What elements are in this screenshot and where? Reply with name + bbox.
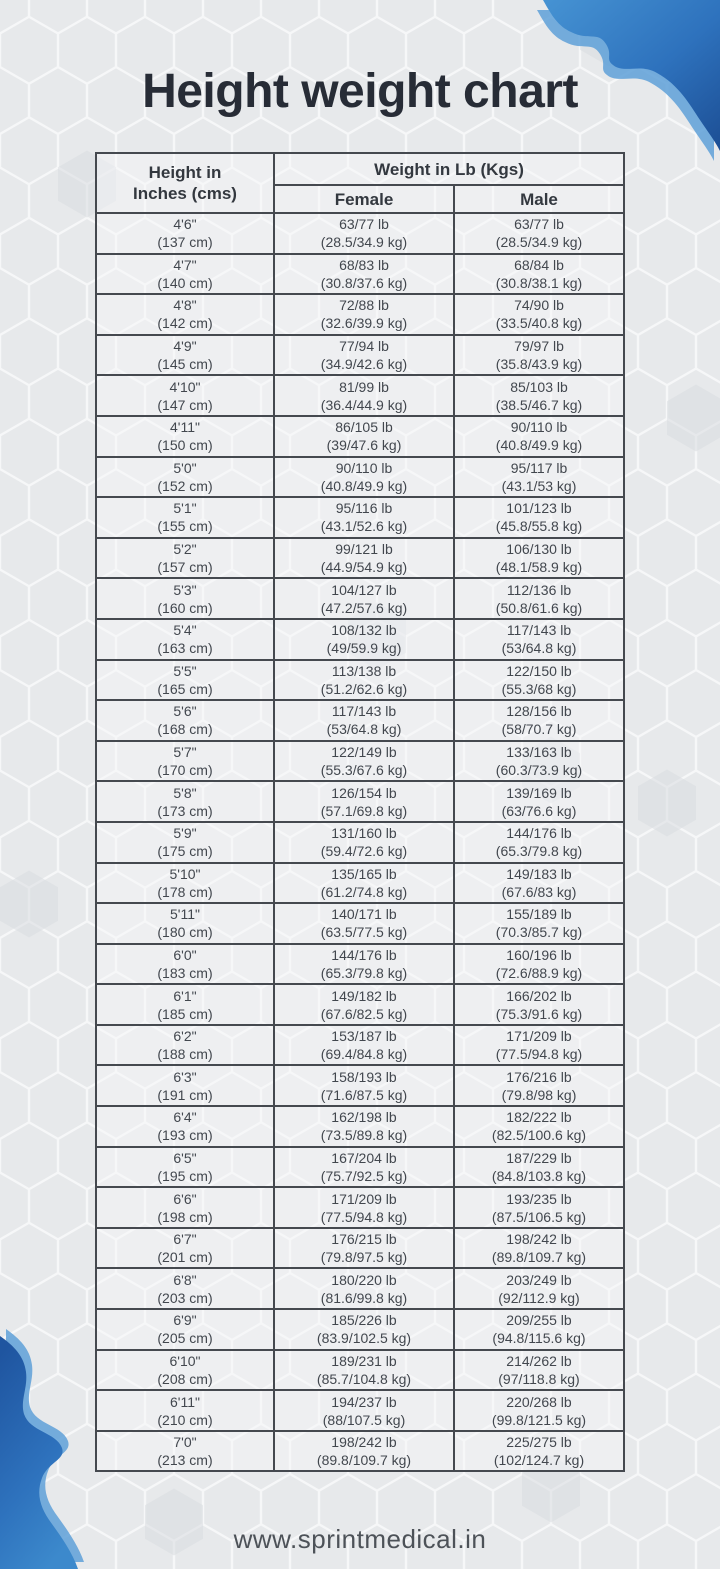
female-weight-cell: 104/127 lb (47.2/57.6 kg)	[274, 578, 454, 619]
height-cell: 5'3" (160 cm)	[96, 578, 274, 619]
height-cell: 6'9" (205 cm)	[96, 1309, 274, 1350]
height-cell: 5'10" (178 cm)	[96, 863, 274, 904]
table-row	[96, 903, 624, 944]
female-weight-cell: 194/237 lb (88/107.5 kg)	[274, 1390, 454, 1431]
male-weight-cell: 193/235 lb (87.5/106.5 kg)	[454, 1187, 624, 1228]
table-row	[96, 1390, 624, 1431]
table-header	[96, 153, 624, 213]
male-weight-cell: 101/123 lb (45.8/55.8 kg)	[454, 497, 624, 538]
table-row	[96, 497, 624, 538]
female-weight-cell: 153/187 lb (69.4/84.8 kg)	[274, 1025, 454, 1066]
male-weight-cell: 79/97 lb (35.8/43.9 kg)	[454, 335, 624, 376]
female-weight-cell: 176/215 lb (79.8/97.5 kg)	[274, 1228, 454, 1269]
height-cell: 4'10" (147 cm)	[96, 375, 274, 416]
female-weight-cell: 135/165 lb (61.2/74.8 kg)	[274, 863, 454, 904]
height-cell: 6'5" (195 cm)	[96, 1147, 274, 1188]
male-weight-cell: 122/150 lb (55.3/68 kg)	[454, 660, 624, 701]
height-cell: 5'5" (165 cm)	[96, 660, 274, 701]
male-weight-cell: 214/262 lb (97/118.8 kg)	[454, 1350, 624, 1391]
male-weight-cell: 144/176 lb (65.3/79.8 kg)	[454, 822, 624, 863]
table-row	[96, 1147, 624, 1188]
column-header-male: Male	[454, 185, 624, 213]
height-cell: 5'8" (173 cm)	[96, 781, 274, 822]
female-weight-cell: 171/209 lb (77.5/94.8 kg)	[274, 1187, 454, 1228]
table-row	[96, 822, 624, 863]
male-weight-cell: 160/196 lb (72.6/88.9 kg)	[454, 944, 624, 985]
male-weight-cell: 117/143 lb (53/64.8 kg)	[454, 619, 624, 660]
table-row	[96, 1228, 624, 1269]
height-cell: 5'4" (163 cm)	[96, 619, 274, 660]
height-cell: 6'10" (208 cm)	[96, 1350, 274, 1391]
male-weight-cell: 112/136 lb (50.8/61.6 kg)	[454, 578, 624, 619]
height-cell: 5'1" (155 cm)	[96, 497, 274, 538]
table-row	[96, 1431, 624, 1472]
male-weight-cell: 187/229 lb (84.8/103.8 kg)	[454, 1147, 624, 1188]
height-cell: 5'11" (180 cm)	[96, 903, 274, 944]
female-weight-cell: 185/226 lb (83.9/102.5 kg)	[274, 1309, 454, 1350]
table-row	[96, 375, 624, 416]
female-weight-cell: 162/198 lb (73.5/89.8 kg)	[274, 1106, 454, 1147]
female-weight-cell: 77/94 lb (34.9/42.6 kg)	[274, 335, 454, 376]
female-weight-cell: 180/220 lb (81.6/99.8 kg)	[274, 1268, 454, 1309]
female-weight-cell: 108/132 lb (49/59.9 kg)	[274, 619, 454, 660]
height-cell: 5'0" (152 cm)	[96, 457, 274, 498]
height-cell: 5'7" (170 cm)	[96, 741, 274, 782]
male-weight-cell: 139/169 lb (63/76.6 kg)	[454, 781, 624, 822]
male-weight-cell: 225/275 lb (102/124.7 kg)	[454, 1431, 624, 1472]
table-row	[96, 294, 624, 335]
table-row	[96, 619, 624, 660]
male-weight-cell: 95/117 lb (43.1/53 kg)	[454, 457, 624, 498]
female-weight-cell: 144/176 lb (65.3/79.8 kg)	[274, 944, 454, 985]
height-cell: 5'2" (157 cm)	[96, 538, 274, 579]
male-weight-cell: 90/110 lb (40.8/49.9 kg)	[454, 416, 624, 457]
website-url: www.sprintmedical.in	[233, 1524, 487, 1554]
table-row	[96, 1065, 624, 1106]
male-weight-cell: 68/84 lb (30.8/38.1 kg)	[454, 254, 624, 295]
female-weight-cell: 140/171 lb (63.5/77.5 kg)	[274, 903, 454, 944]
table-row	[96, 1309, 624, 1350]
female-weight-cell: 149/182 lb (67.6/82.5 kg)	[274, 984, 454, 1025]
column-group-header-weight: Weight in Lb (Kgs)	[274, 153, 624, 185]
male-weight-cell: 149/183 lb (67.6/83 kg)	[454, 863, 624, 904]
table-row	[96, 416, 624, 457]
female-weight-cell: 86/105 lb (39/47.6 kg)	[274, 416, 454, 457]
height-cell: 6'0" (183 cm)	[96, 944, 274, 985]
table-row	[96, 741, 624, 782]
height-cell: 4'8" (142 cm)	[96, 294, 274, 335]
page-title: Height weight chart	[142, 65, 578, 118]
male-weight-cell: 106/130 lb (48.1/58.9 kg)	[454, 538, 624, 579]
table-row	[96, 335, 624, 376]
female-weight-cell: 158/193 lb (71.6/87.5 kg)	[274, 1065, 454, 1106]
female-weight-cell: 189/231 lb (85.7/104.8 kg)	[274, 1350, 454, 1391]
female-weight-cell: 68/83 lb (30.8/37.6 kg)	[274, 254, 454, 295]
height-cell: 6'4" (193 cm)	[96, 1106, 274, 1147]
female-weight-cell: 81/99 lb (36.4/44.9 kg)	[274, 375, 454, 416]
height-cell: 6'2" (188 cm)	[96, 1025, 274, 1066]
height-cell: 6'6" (198 cm)	[96, 1187, 274, 1228]
male-weight-cell: 166/202 lb (75.3/91.6 kg)	[454, 984, 624, 1025]
male-weight-cell: 182/222 lb (82.5/100.6 kg)	[454, 1106, 624, 1147]
table-row	[96, 1025, 624, 1066]
male-weight-cell: 155/189 lb (70.3/85.7 kg)	[454, 903, 624, 944]
height-cell: 6'11" (210 cm)	[96, 1390, 274, 1431]
table-row	[96, 457, 624, 498]
height-cell: 6'7" (201 cm)	[96, 1228, 274, 1269]
height-cell: 6'1" (185 cm)	[96, 984, 274, 1025]
height-cell: 6'8" (203 cm)	[96, 1268, 274, 1309]
table-row	[96, 578, 624, 619]
female-weight-cell: 90/110 lb (40.8/49.9 kg)	[274, 457, 454, 498]
height-weight-table	[95, 152, 625, 1472]
table-row	[96, 538, 624, 579]
female-weight-cell: 72/88 lb (32.6/39.9 kg)	[274, 294, 454, 335]
table-row	[96, 213, 624, 254]
height-cell: 4'7" (140 cm)	[96, 254, 274, 295]
female-weight-cell: 63/77 lb (28.5/34.9 kg)	[274, 213, 454, 254]
height-cell: 7'0" (213 cm)	[96, 1431, 274, 1472]
table-row	[96, 863, 624, 904]
female-weight-cell: 122/149 lb (55.3/67.6 kg)	[274, 741, 454, 782]
table-row	[96, 660, 624, 701]
male-weight-cell: 85/103 lb (38.5/46.7 kg)	[454, 375, 624, 416]
female-weight-cell: 113/138 lb (51.2/62.6 kg)	[274, 660, 454, 701]
male-weight-cell: 203/249 lb (92/112.9 kg)	[454, 1268, 624, 1309]
male-weight-cell: 171/209 lb (77.5/94.8 kg)	[454, 1025, 624, 1066]
male-weight-cell: 198/242 lb (89.8/109.7 kg)	[454, 1228, 624, 1269]
table-row	[96, 1106, 624, 1147]
height-cell: 4'9" (145 cm)	[96, 335, 274, 376]
male-weight-cell: 133/163 lb (60.3/73.9 kg)	[454, 741, 624, 782]
table-row	[96, 944, 624, 985]
height-cell: 5'9" (175 cm)	[96, 822, 274, 863]
table-row	[96, 700, 624, 741]
female-weight-cell: 198/242 lb (89.8/109.7 kg)	[274, 1431, 454, 1472]
table-row	[96, 781, 624, 822]
male-weight-cell: 209/255 lb (94.8/115.6 kg)	[454, 1309, 624, 1350]
column-header-height: Height in Inches (cms)	[96, 153, 274, 213]
female-weight-cell: 99/121 lb (44.9/54.9 kg)	[274, 538, 454, 579]
table-row	[96, 984, 624, 1025]
table-row	[96, 254, 624, 295]
table-row	[96, 1187, 624, 1228]
female-weight-cell: 167/204 lb (75.7/92.5 kg)	[274, 1147, 454, 1188]
female-weight-cell: 95/116 lb (43.1/52.6 kg)	[274, 497, 454, 538]
table-row	[96, 1268, 624, 1309]
male-weight-cell: 128/156 lb (58/70.7 kg)	[454, 700, 624, 741]
male-weight-cell: 220/268 lb (99.8/121.5 kg)	[454, 1390, 624, 1431]
height-cell: 4'6" (137 cm)	[96, 213, 274, 254]
male-weight-cell: 176/216 lb (79.8/98 kg)	[454, 1065, 624, 1106]
female-weight-cell: 117/143 lb (53/64.8 kg)	[274, 700, 454, 741]
male-weight-cell: 63/77 lb (28.5/34.9 kg)	[454, 213, 624, 254]
column-header-female: Female	[274, 185, 454, 213]
female-weight-cell: 131/160 lb (59.4/72.6 kg)	[274, 822, 454, 863]
height-cell: 5'6" (168 cm)	[96, 700, 274, 741]
female-weight-cell: 126/154 lb (57.1/69.8 kg)	[274, 781, 454, 822]
height-cell: 6'3" (191 cm)	[96, 1065, 274, 1106]
height-cell: 4'11" (150 cm)	[96, 416, 274, 457]
male-weight-cell: 74/90 lb (33.5/40.8 kg)	[454, 294, 624, 335]
table-row	[96, 1350, 624, 1391]
